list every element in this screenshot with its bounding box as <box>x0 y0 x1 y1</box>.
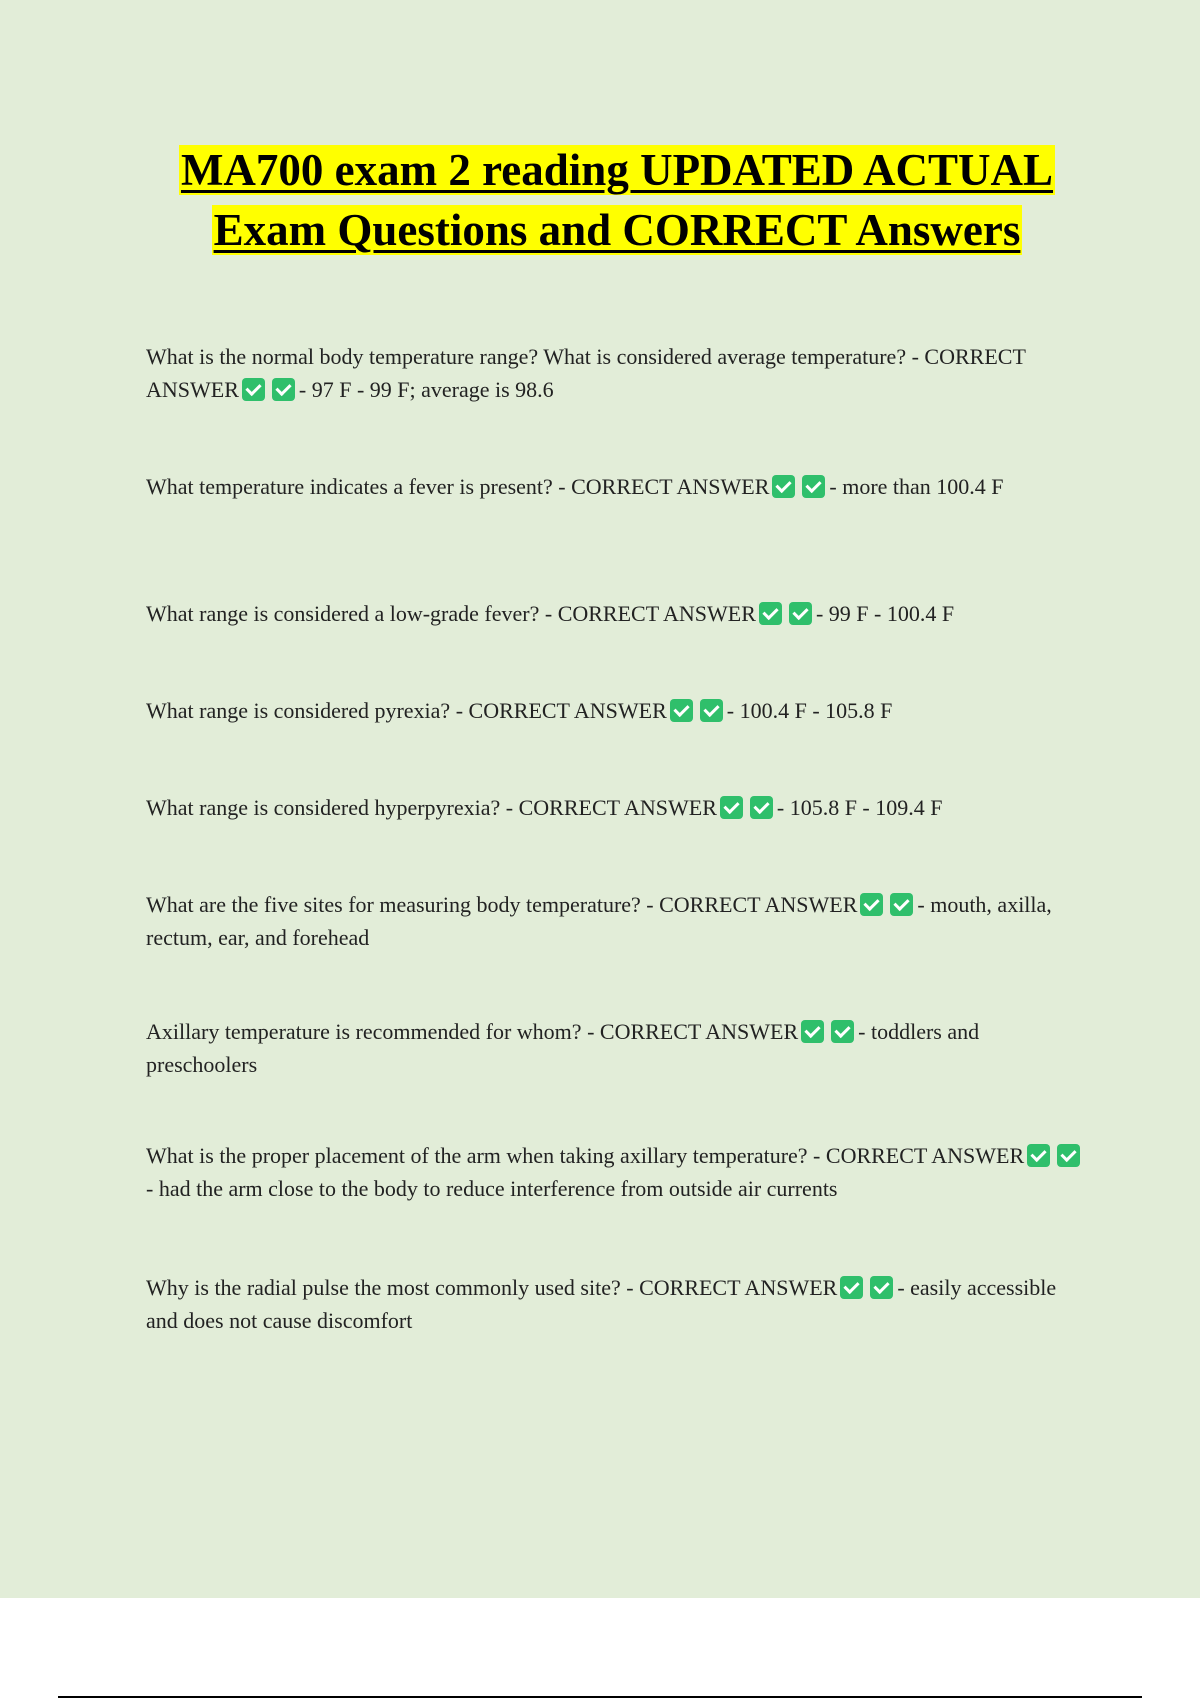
check-mark-icon <box>802 475 825 498</box>
qa-item-3 <box>146 597 1086 630</box>
check-mark-icon <box>789 602 812 625</box>
check-mark-icon <box>670 699 693 722</box>
check-mark-icon <box>750 796 773 819</box>
answer-label: CORRECT ANSWER <box>557 601 756 626</box>
question-text: What range is considered a low-grade fever? - <box>146 601 553 626</box>
question-text: What are the five sites for measuring body temperature? - <box>146 892 654 917</box>
qa-item-1 <box>146 340 1086 406</box>
check-mark-icon <box>700 699 723 722</box>
check-mark-icon <box>272 378 295 401</box>
qa-item-6 <box>146 888 1086 954</box>
qa-item-8 <box>146 1139 1086 1205</box>
question-text: What temperature indicates a fever is present? - <box>146 474 566 499</box>
qa-item-7 <box>146 1015 1086 1081</box>
qa-item-4 <box>146 694 1086 727</box>
check-mark-icon <box>890 893 913 916</box>
answer-label: CORRECT ANSWER <box>468 698 667 723</box>
footer-divider <box>58 1696 1142 1698</box>
answer-label: CORRECT ANSWER <box>639 1275 838 1300</box>
answer-label: CORRECT ANSWER <box>599 1019 799 1044</box>
check-mark-icon <box>801 1020 824 1043</box>
answer-label: CORRECT ANSWER <box>518 795 717 820</box>
answer-text: - easily accessible and does not cause discomfort <box>146 1275 1057 1333</box>
document-title-text: MA700 exam 2 reading UPDATED ACTUAL Exam Questions and CORRECT Answers <box>180 145 1054 255</box>
check-mark-icon <box>840 1276 863 1299</box>
question-text: What is the normal body temperature range? What is considered average temperature? - <box>146 344 919 369</box>
answer-text: - 100.4 F - 105.8 F <box>726 698 893 723</box>
question-text: What range is considered hyperpyrexia? - <box>146 795 514 820</box>
check-mark-icon <box>759 602 782 625</box>
check-mark-icon <box>720 796 743 819</box>
answer-text: - 105.8 F - 109.4 F <box>776 795 943 820</box>
question-text: Why is the radial pulse the most commonly used site? - <box>146 1275 634 1300</box>
answer-text: - had the arm close to the body to reduce interference from outside air currents <box>146 1176 838 1201</box>
question-text: Axillary temperature is recommended for whom? - <box>146 1019 595 1044</box>
check-mark-icon <box>1027 1144 1050 1167</box>
question-text: What is the proper placement of the arm when taking axillary temperature? - <box>146 1143 821 1168</box>
check-mark-icon <box>831 1020 854 1043</box>
answer-text: - toddlers and preschoolers <box>146 1019 980 1077</box>
answer-label: CORRECT ANSWER <box>659 892 858 917</box>
answer-text: - mouth, axilla, rectum, ear, and forehead <box>146 892 1052 950</box>
answer-text: - more than 100.4 F <box>829 474 1004 499</box>
check-mark-icon <box>242 378 265 401</box>
question-text: What range is considered pyrexia? - <box>146 698 464 723</box>
qa-item-5 <box>146 791 1086 824</box>
answer-text: - 97 F - 99 F; average is 98.6 <box>298 377 554 402</box>
answer-text: - 99 F - 100.4 F <box>815 601 955 626</box>
check-mark-icon <box>1057 1144 1080 1167</box>
qa-item-2 <box>146 470 1086 503</box>
answer-label: CORRECT ANSWER <box>571 474 770 499</box>
qa-item-9 <box>146 1271 1086 1337</box>
check-mark-icon <box>870 1276 893 1299</box>
document-title <box>120 140 1114 260</box>
answer-label: CORRECT ANSWER <box>146 344 1026 402</box>
answer-label: CORRECT ANSWER <box>825 1143 1025 1168</box>
check-mark-icon <box>772 475 795 498</box>
check-mark-icon <box>860 893 883 916</box>
